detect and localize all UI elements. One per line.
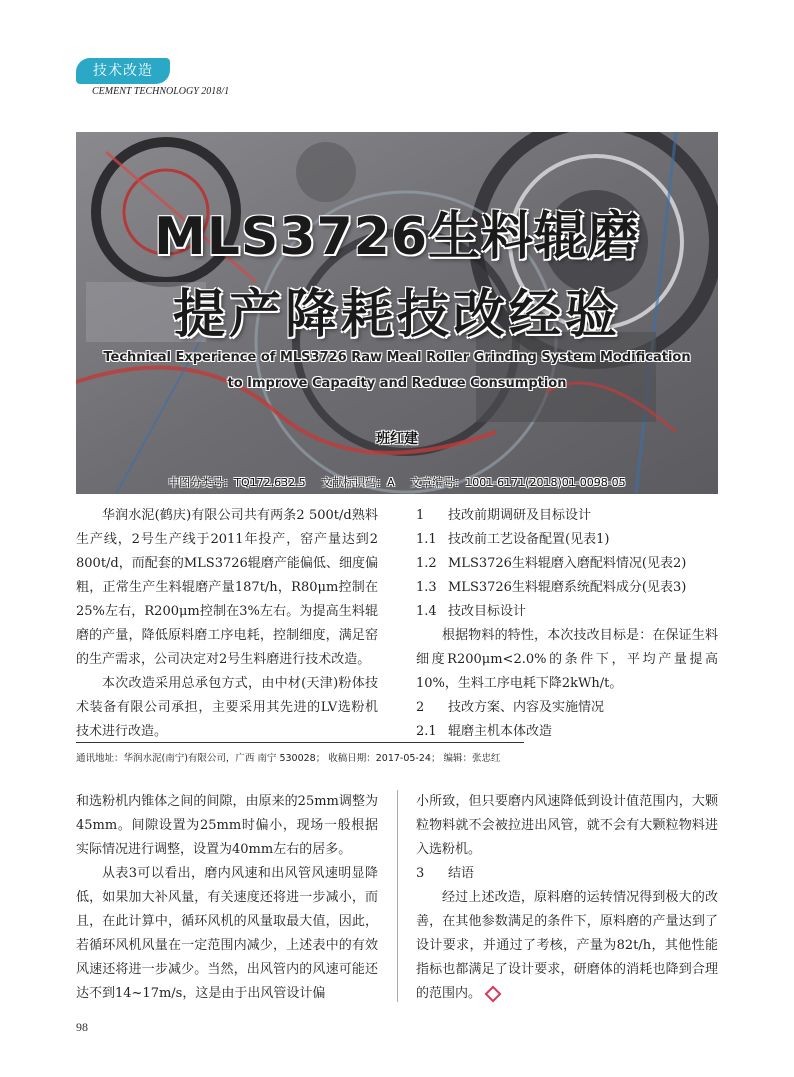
heading-number: 1.3 [416,580,437,595]
article-title-line2: 提产降耗技改经验 [172,285,621,345]
heading-text: 技改前工艺设备配置(见表1) [448,532,610,547]
article-title-line1: MLS3726生料辊磨 [153,207,641,267]
heading-number: 1.4 [416,604,437,619]
column-separator [397,790,398,1002]
section-heading [416,720,718,744]
paragraph: 从表3可以看出，磨内风速和出风管风速明显降低，如果加大补风量，有关速度还将进一步减小，而且，在此计算中，循环风机的风量取最大值，因此，若循环风机风量在一定范围内减少，上述表中的有效风速还将进一步减少。当然，出风管内的风速可能还达不到14~17m/s，这是由于出风管设计偏 [76,866,378,1001]
section-heading [416,504,718,528]
footnote-divider [76,742,524,743]
conclusion-text: 经过上述改造，原料磨的运转情况得到极大的改善，在其他参数满足的条件下，原料磨的产量达到了设计要求，并通过了考核，产量为82t/h，其他性能指标也都满足了设计要求，研磨体的消耗也降到合理的范围内。 [416,890,718,1001]
heading-text: MLS3726生料辊磨入磨配料情况(见表2) [448,556,687,571]
hero-banner [76,132,718,494]
section-heading [416,696,718,720]
paragraph: 和选粉机内锥体之间的间隙，由原来的25mm调整为45mm。间隙设置为25mm时偏小，现场一般根据实际情况进行调整，设置为40mm左右的居多。 [76,794,378,857]
body-column-1 [76,504,378,744]
heading-number: 2 [416,700,425,715]
paragraph: 根据物料的特性，本次技改目标是：在保证生料细度R200μm<2.0%的条件下，平均产量提高10%，生料工序电耗下降2kWh/t。 [416,628,718,691]
heading-text: 辊磨主机本体改造 [448,724,553,739]
heading-text: MLS3726生料辊磨系统配料成分(见表3) [448,580,687,595]
footnote: 通讯地址：华润水泥(南宁)有限公司，广西 南宁 530028； 收稿日期：2017-05-24； 编辑：张忠红 [76,753,501,764]
english-title-line2: to Improve Capacity and Reduce Consumption [227,376,567,391]
journal-header: CEMENT TECHNOLOGY 2018/1 [92,86,230,97]
document-code: 文献标识码：A [321,476,395,489]
section-heading [416,862,718,886]
body-column-4 [416,790,718,1006]
body-column-2 [416,504,718,744]
end-mark-icon [485,985,502,1002]
heading-number: 1 [416,508,425,523]
heading-number: 2.1 [416,724,437,739]
english-title-line1: Technical Experience of MLS3726 Raw Meal Roller Grinding System Modification [103,350,691,365]
heading-number: 3 [416,866,425,881]
section-tag: 技术改造 [76,58,170,84]
paragraph: 本次改造采用总承包方式，由中材(天津)粉体技术装备有限公司承担，主要采用其先进的LV选粉机技术进行改造。 [76,676,378,739]
heading-text: 结语 [448,866,475,881]
heading-text: 技改前期调研及目标设计 [448,508,592,523]
section-heading [416,552,718,576]
paragraph: 华润水泥(鹤庆)有限公司共有两条2 500t/d熟料生产线，2号生产线于2011年投产，窑产量达到2 800t/d，而配套的MLS3726辊磨产能偏低、细度偏粗，正常生产生料辊磨产量187t/h，R80μm控制在25%左右，R200μm控制在3%左右。为提高生料辊磨的产量，降低原料磨工序电耗，控制细度，满足窑的生产需求，公司决定对2号生料磨进行技术改造。 [76,508,378,667]
heading-number: 1.2 [416,556,437,571]
author: 班红建 [376,431,418,447]
section-heading [416,528,718,552]
article-number: 文章编号：1001-6171(2018)01-0098-05 [410,476,626,489]
heading-text: 技改方案、内容及实施情况 [448,700,605,715]
page-number: 98 [76,1020,88,1034]
class-number: 中图分类号：TQ172.632.5 [168,476,306,489]
heading-number: 1.1 [416,532,437,547]
paragraph: 小所致，但只要磨内风速降低到设计值范围内，大颗粒物料就不会被拉进出风管，就不会有大颗粒物料进入选粉机。 [416,794,718,857]
body-column-3 [76,790,378,1006]
heading-text: 技改目标设计 [448,604,527,619]
section-heading [416,576,718,600]
classification-line [76,474,718,490]
section-heading [416,600,718,624]
paragraph [416,886,718,1006]
